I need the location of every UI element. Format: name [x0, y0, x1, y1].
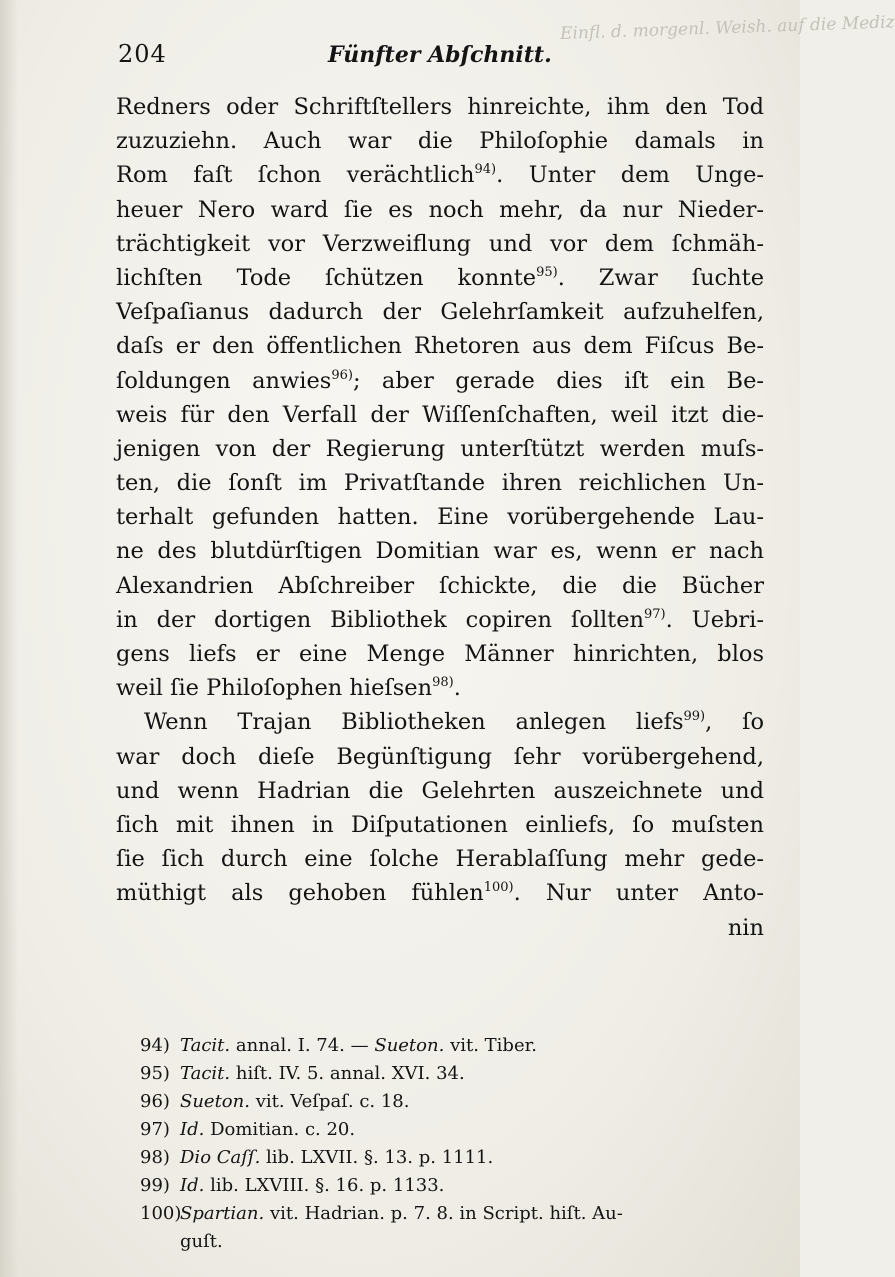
text-line: lichſten Tode ſchützen konnte$^{95)}$. Zwar ſuchte [116, 264, 765, 291]
text-line: Alexandrien Abſchreiber ſchickte, die die Bücher [116, 572, 764, 599]
footnote-ref: 94) [474, 162, 497, 178]
footnotes [140, 1032, 768, 1256]
footnote-ref: 97) [644, 606, 666, 622]
footnote-ref: 98) [432, 675, 454, 691]
text-line: Rom faſt ſchon verächtlich$^{94)}$. Unter dem Unge- [116, 162, 764, 189]
text-line: weil ſie Philoſophen hieſsen$^{98)}$. [116, 675, 461, 702]
text-line: daſs er den öffentlichen Rhetoren aus dem Fiſcus Be- [116, 333, 764, 360]
text-line: trächtigkeit vor Verzweiflung und vor dem ſchmäh- [116, 230, 764, 257]
footnote: 94) Tacit. annal. I. 74. — Sueton. vit. Tiber. [140, 1035, 537, 1056]
footnote-ref: 99) [683, 709, 706, 725]
text-line: in der dortigen Bibliothek copiren ſollten$^{97)}$. Uebri- [116, 606, 764, 633]
bleed-through-text: Einfl. d. morgenl. Weish. auf die Mediz [559, 12, 895, 45]
page-edge-shadow [0, 0, 18, 1277]
footnote: 97) Id. Domitian. c. 20. [140, 1119, 356, 1140]
footnote: 96) Sueton. vit. Veſpaſ. c. 18. [140, 1091, 410, 1112]
text-line: zuzuziehn. Auch war die Philoſophie damals in [116, 128, 764, 155]
text-line: terhalt gefunden hatten. Eine vorübergehende Lau- [116, 504, 764, 531]
main-text [116, 90, 764, 945]
footnote-ref: 95) [536, 264, 558, 280]
text-line: Wenn Trajan Bibliotheken anlegen liefs$^{99)}$, ſo [144, 709, 764, 736]
page-header [118, 40, 768, 70]
text-line: jenigen von der Regierung unterſtützt werden muſs- [116, 435, 764, 462]
footnote-ref: 100) [483, 880, 514, 896]
footnote: 100)Spartian. vit. Hadrian. p. 7. 8. in Script. hiſt. Au- guſt. [140, 1203, 623, 1252]
text-line: heuer Nero ward ſie es noch mehr, da nur Nieder- [116, 196, 764, 223]
footnote-ref: 96) [331, 367, 353, 383]
footnote: 98) Dio Caſſ. lib. LXVII. §. 13. p. 1111. [140, 1147, 494, 1168]
text-line: war doch dieſe Begünſtigung ſehr vorübergehend, [116, 743, 764, 770]
text-line: gens liefs er eine Menge Männer hinrichten, blos [116, 641, 764, 667]
text-line: ſie ſich durch eine ſolche Herablaſſung mehr gede- [116, 846, 764, 873]
footnote: 99) Id. lib. LXVIII. §. 16. p. 1133. [140, 1175, 445, 1196]
text-line: ne des blutdürſtigen Domitian war es, wenn er nach [116, 538, 764, 565]
footnote: 95) Tacit. hiſt. IV. 5. annal. XVI. 34. [140, 1063, 465, 1084]
text-line: Redners oder Schriftſtellers hinreichte, ihm den Tod [116, 94, 764, 120]
text-line: Veſpaſianus dadurch der Gelehrſamkeit aufzuhelfen, [116, 299, 764, 326]
text-line: ſoldungen anwies$^{96)}$; aber gerade dies iſt ein Be- [116, 367, 764, 394]
text-line: weis für den Verfall der Wiſſenſchaften, weil itzt die- [116, 401, 764, 428]
catchword: nin [727, 914, 764, 941]
text-line: ſich mit ihnen in Diſputationen einliefs, ſo muſsten [116, 811, 764, 838]
running-title: Fünfter Abſchnitt. [328, 42, 552, 68]
page-number: 204 [118, 40, 167, 68]
text-line: ten, die ſonſt im Privatſtande ihren reichlichen Un- [116, 470, 764, 497]
text-line: und wenn Hadrian die Gelehrten auszeichnete und [116, 777, 764, 804]
text-line: müthigt als gehoben fühlen$^{100)}$. Nur unter Anto- [116, 880, 765, 907]
